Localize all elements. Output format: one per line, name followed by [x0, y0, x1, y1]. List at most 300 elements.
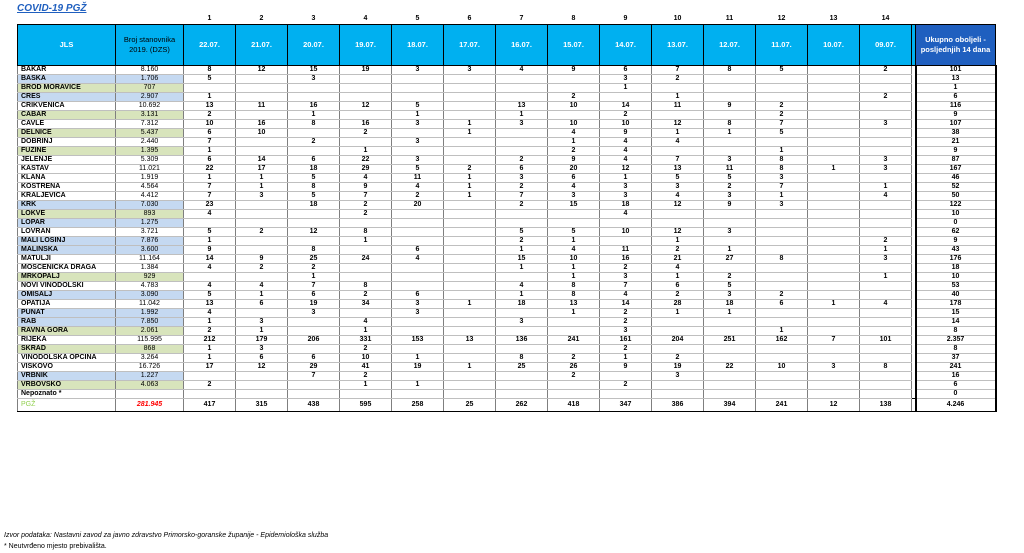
daily-cases: 4	[860, 192, 912, 201]
daily-cases: 1	[652, 237, 704, 246]
daily-cases: 1	[184, 354, 236, 363]
total-cases: 9	[916, 147, 996, 156]
daily-cases	[444, 102, 496, 111]
daily-cases: 5	[756, 129, 808, 138]
population-value: 3.264	[116, 354, 184, 363]
daily-cases: 2	[860, 66, 912, 75]
table-row	[18, 156, 996, 165]
daily-cases: 3	[704, 156, 756, 165]
daily-cases: 15	[288, 66, 340, 75]
municipality-name: MATULJI	[18, 255, 116, 264]
total-cases: 46	[916, 174, 996, 183]
footnote: * Neutvrđeno mjesto prebivališta.	[4, 543, 107, 550]
daily-cases	[236, 237, 288, 246]
daily-cases: 2	[184, 327, 236, 336]
daily-cases	[236, 273, 288, 282]
daily-cases	[444, 327, 496, 336]
daily-cases	[860, 75, 912, 84]
daily-cases: 1	[392, 111, 444, 120]
daily-cases: 18	[288, 165, 340, 174]
total-cases: 87	[916, 156, 996, 165]
population-value: 4.063	[116, 381, 184, 390]
daily-cases: 3	[652, 372, 704, 381]
population-value: 1.395	[116, 147, 184, 156]
daily-cases: 23	[184, 201, 236, 210]
daily-cases: 162	[756, 336, 808, 345]
summary-daily: 138	[860, 399, 912, 412]
daily-cases	[652, 210, 704, 219]
daily-cases	[548, 345, 600, 354]
total-cases: 13	[916, 75, 996, 84]
daily-cases	[704, 84, 756, 93]
total-cases: 9	[916, 237, 996, 246]
table-row	[18, 84, 996, 93]
population-value: 115.995	[116, 336, 184, 345]
daily-cases	[496, 327, 548, 336]
daily-cases	[236, 147, 288, 156]
total-cases: 107	[916, 120, 996, 129]
daily-cases: 8	[288, 246, 340, 255]
daily-cases	[496, 372, 548, 381]
daily-cases: 4	[392, 183, 444, 192]
daily-cases: 11	[236, 102, 288, 111]
daily-cases: 4	[392, 255, 444, 264]
daily-cases: 7	[288, 282, 340, 291]
daily-cases	[548, 318, 600, 327]
daily-cases: 41	[340, 363, 392, 372]
daily-cases	[548, 381, 600, 390]
daily-cases	[808, 183, 860, 192]
daily-cases: 212	[184, 336, 236, 345]
daily-cases	[808, 156, 860, 165]
daily-cases: 10	[548, 102, 600, 111]
daily-cases: 8	[496, 354, 548, 363]
daily-cases	[288, 381, 340, 390]
daily-cases: 3	[860, 156, 912, 165]
daily-cases	[340, 309, 392, 318]
daily-cases	[548, 210, 600, 219]
daily-cases: 19	[340, 66, 392, 75]
daily-cases: 2	[340, 345, 392, 354]
daily-cases: 2	[340, 291, 392, 300]
daily-cases: 7	[340, 192, 392, 201]
daily-cases: 1	[496, 264, 548, 273]
daily-cases: 4	[184, 282, 236, 291]
daily-cases: 15	[548, 201, 600, 210]
header-date: 14.07.	[600, 25, 652, 66]
total-cases: 50	[916, 192, 996, 201]
daily-cases: 7	[184, 192, 236, 201]
daily-cases: 4	[184, 309, 236, 318]
day-number: 4	[363, 15, 368, 22]
table-row	[18, 381, 996, 390]
total-cases: 9	[916, 111, 996, 120]
daily-cases	[756, 246, 808, 255]
daily-cases: 2	[392, 192, 444, 201]
day-number: 5	[415, 15, 420, 22]
daily-cases: 5	[704, 282, 756, 291]
daily-cases	[860, 147, 912, 156]
daily-cases	[808, 264, 860, 273]
daily-cases	[860, 111, 912, 120]
daily-cases	[444, 246, 496, 255]
daily-cases	[236, 210, 288, 219]
daily-cases: 4	[340, 174, 392, 183]
daily-cases: 17	[236, 165, 288, 174]
daily-cases	[444, 318, 496, 327]
daily-cases	[756, 75, 808, 84]
population-value: 8.160	[116, 66, 184, 75]
daily-cases	[444, 381, 496, 390]
total-cases: 18	[916, 264, 996, 273]
daily-cases	[392, 390, 444, 399]
daily-cases: 7	[496, 192, 548, 201]
population-value: 1.227	[116, 372, 184, 381]
daily-cases	[808, 93, 860, 102]
table-row	[18, 183, 996, 192]
daily-cases	[704, 75, 756, 84]
day-number: 12	[777, 15, 786, 22]
daily-cases: 5	[392, 165, 444, 174]
daily-cases: 1	[756, 147, 808, 156]
table-row	[18, 138, 996, 147]
table-row	[18, 345, 996, 354]
daily-cases	[756, 372, 808, 381]
municipality-name: MALINSKA	[18, 246, 116, 255]
table-row	[18, 102, 996, 111]
daily-cases	[496, 345, 548, 354]
total-cases: 178	[916, 300, 996, 309]
daily-cases: 13	[652, 165, 704, 174]
summary-daily: 258	[392, 399, 444, 412]
daily-cases: 2	[600, 345, 652, 354]
header-date: 09.07.	[860, 25, 912, 66]
daily-cases	[808, 120, 860, 129]
daily-cases: 1	[184, 345, 236, 354]
daily-cases: 4	[600, 291, 652, 300]
daily-cases: 1	[288, 273, 340, 282]
daily-cases: 8	[288, 183, 340, 192]
daily-cases	[340, 111, 392, 120]
daily-cases: 10	[236, 129, 288, 138]
daily-cases	[288, 210, 340, 219]
daily-cases: 5	[184, 291, 236, 300]
total-cases: 53	[916, 282, 996, 291]
daily-cases	[808, 66, 860, 75]
daily-cases	[236, 138, 288, 147]
daily-cases	[496, 138, 548, 147]
total-cases: 122	[916, 201, 996, 210]
daily-cases: 1	[288, 111, 340, 120]
daily-cases: 7	[184, 138, 236, 147]
daily-cases: 8	[704, 66, 756, 75]
daily-cases	[860, 318, 912, 327]
daily-cases	[496, 147, 548, 156]
summary-daily: 241	[756, 399, 808, 412]
daily-cases: 19	[288, 300, 340, 309]
daily-cases	[392, 345, 444, 354]
daily-cases: 8	[340, 282, 392, 291]
municipality-name: DELNICE	[18, 129, 116, 138]
daily-cases: 2	[652, 246, 704, 255]
daily-cases	[704, 219, 756, 228]
day-number-row	[18, 14, 996, 25]
daily-cases	[444, 291, 496, 300]
daily-cases	[704, 381, 756, 390]
daily-cases: 6	[288, 291, 340, 300]
daily-cases: 1	[392, 354, 444, 363]
daily-cases: 2	[444, 165, 496, 174]
daily-cases	[236, 390, 288, 399]
daily-cases: 3	[392, 66, 444, 75]
daily-cases: 3	[600, 183, 652, 192]
daily-cases: 1	[600, 84, 652, 93]
municipality-name: BAŠKA	[18, 75, 116, 84]
daily-cases: 1	[652, 93, 704, 102]
daily-cases: 3	[548, 192, 600, 201]
total-cases: 40	[916, 291, 996, 300]
daily-cases	[704, 318, 756, 327]
daily-cases: 11	[704, 165, 756, 174]
daily-cases	[860, 372, 912, 381]
daily-cases: 2	[600, 381, 652, 390]
municipality-name: NOVI VINODOLSKI	[18, 282, 116, 291]
daily-cases	[860, 102, 912, 111]
daily-cases	[340, 219, 392, 228]
total-cases: 10	[916, 273, 996, 282]
covid-table-wrapper	[17, 14, 997, 412]
daily-cases: 10	[600, 228, 652, 237]
summary-daily: 394	[704, 399, 756, 412]
daily-cases: 2	[600, 318, 652, 327]
daily-cases: 22	[704, 363, 756, 372]
daily-cases	[756, 228, 808, 237]
daily-cases: 1	[236, 183, 288, 192]
daily-cases: 3	[392, 120, 444, 129]
daily-cases	[652, 381, 704, 390]
daily-cases	[860, 381, 912, 390]
daily-cases	[496, 75, 548, 84]
daily-cases: 8	[860, 363, 912, 372]
daily-cases	[392, 84, 444, 93]
daily-cases: 179	[236, 336, 288, 345]
municipality-name: VRBOVSKO	[18, 381, 116, 390]
daily-cases: 20	[392, 201, 444, 210]
daily-cases	[392, 228, 444, 237]
daily-cases: 22	[184, 165, 236, 174]
daily-cases: 7	[288, 372, 340, 381]
municipality-name: BAKAR	[18, 66, 116, 75]
header-date: 10.07.	[808, 25, 860, 66]
table-row	[18, 210, 996, 219]
daily-cases: 1	[860, 273, 912, 282]
daily-cases: 251	[704, 336, 756, 345]
daily-cases: 1	[340, 327, 392, 336]
table-row	[18, 192, 996, 201]
population-value: 893	[116, 210, 184, 219]
daily-cases: 16	[600, 255, 652, 264]
total-cases: 8	[916, 327, 996, 336]
population-value: 4.412	[116, 192, 184, 201]
total-cases: 43	[916, 246, 996, 255]
daily-cases: 19	[392, 363, 444, 372]
daily-cases	[444, 390, 496, 399]
daily-cases: 1	[184, 237, 236, 246]
municipality-name: ČABAR	[18, 111, 116, 120]
header-date: 18.07.	[392, 25, 444, 66]
summary-row	[18, 399, 996, 412]
daily-cases	[860, 282, 912, 291]
daily-cases	[392, 93, 444, 102]
daily-cases	[756, 237, 808, 246]
daily-cases: 18	[288, 201, 340, 210]
daily-cases	[184, 390, 236, 399]
municipality-name: DOBRINJ	[18, 138, 116, 147]
daily-cases: 8	[704, 120, 756, 129]
daily-cases	[652, 147, 704, 156]
municipality-name: KASTAV	[18, 165, 116, 174]
municipality-name: KRK	[18, 201, 116, 210]
daily-cases	[236, 201, 288, 210]
daily-cases	[756, 84, 808, 93]
table-row	[18, 318, 996, 327]
daily-cases: 5	[652, 174, 704, 183]
municipality-name: MOŠĆENIČKA DRAGA	[18, 264, 116, 273]
daily-cases: 136	[496, 336, 548, 345]
daily-cases: 34	[340, 300, 392, 309]
daily-cases: 25	[288, 255, 340, 264]
daily-cases: 6	[652, 282, 704, 291]
municipality-name: RAB	[18, 318, 116, 327]
daily-cases	[444, 219, 496, 228]
daily-cases	[860, 201, 912, 210]
daily-cases	[652, 111, 704, 120]
daily-cases: 1	[184, 318, 236, 327]
daily-cases: 16	[340, 120, 392, 129]
daily-cases: 1	[704, 309, 756, 318]
daily-cases	[860, 84, 912, 93]
population-value: 1.384	[116, 264, 184, 273]
table-row	[18, 120, 996, 129]
day-number: 13	[829, 15, 838, 22]
daily-cases	[808, 237, 860, 246]
daily-cases	[548, 327, 600, 336]
daily-cases: 12	[340, 102, 392, 111]
daily-cases	[756, 309, 808, 318]
population-value: 868	[116, 345, 184, 354]
daily-cases: 6	[288, 354, 340, 363]
daily-cases: 153	[392, 336, 444, 345]
table-row	[18, 300, 996, 309]
daily-cases: 4	[548, 183, 600, 192]
daily-cases: 3	[704, 291, 756, 300]
table-row	[18, 246, 996, 255]
daily-cases: 12	[652, 120, 704, 129]
daily-cases	[288, 390, 340, 399]
daily-cases: 204	[652, 336, 704, 345]
daily-cases: 1	[548, 138, 600, 147]
day-number: 2	[259, 15, 264, 22]
daily-cases	[756, 210, 808, 219]
table-row	[18, 282, 996, 291]
daily-cases: 1	[704, 129, 756, 138]
daily-cases: 4	[548, 246, 600, 255]
header-total: Ukupno oboljeli - posljednjih 14 dana	[916, 25, 996, 66]
daily-cases: 7	[184, 183, 236, 192]
summary-daily: 25	[444, 399, 496, 412]
daily-cases	[340, 75, 392, 84]
daily-cases	[392, 75, 444, 84]
daily-cases	[548, 75, 600, 84]
population-value: 1.992	[116, 309, 184, 318]
table-row	[18, 390, 996, 399]
daily-cases: 4	[496, 66, 548, 75]
daily-cases: 1	[548, 237, 600, 246]
daily-cases	[548, 390, 600, 399]
municipality-name: PUNAT	[18, 309, 116, 318]
daily-cases	[392, 219, 444, 228]
municipality-name: VINODOLSKA OPĆINA	[18, 354, 116, 363]
daily-cases	[756, 345, 808, 354]
daily-cases: 1	[444, 183, 496, 192]
daily-cases	[288, 318, 340, 327]
daily-cases: 4	[236, 282, 288, 291]
total-cases: 116	[916, 102, 996, 111]
summary-daily: 315	[236, 399, 288, 412]
daily-cases: 6	[236, 354, 288, 363]
daily-cases: 2	[704, 273, 756, 282]
table-row	[18, 255, 996, 264]
daily-cases: 2	[288, 264, 340, 273]
daily-cases: 3	[860, 255, 912, 264]
daily-cases	[808, 345, 860, 354]
population-value: 2.440	[116, 138, 184, 147]
table-row	[18, 264, 996, 273]
daily-cases: 3	[600, 192, 652, 201]
daily-cases	[808, 318, 860, 327]
daily-cases: 13	[444, 336, 496, 345]
daily-cases: 2	[548, 354, 600, 363]
daily-cases	[808, 228, 860, 237]
daily-cases: 7	[600, 282, 652, 291]
daily-cases	[808, 390, 860, 399]
daily-cases	[808, 381, 860, 390]
summary-daily: 418	[548, 399, 600, 412]
daily-cases: 7	[756, 183, 808, 192]
daily-cases: 4	[652, 264, 704, 273]
day-number: 10	[673, 15, 682, 22]
daily-cases: 9	[600, 363, 652, 372]
daily-cases	[860, 129, 912, 138]
daily-cases: 9	[548, 156, 600, 165]
blank-cell	[18, 14, 116, 25]
daily-cases	[652, 345, 704, 354]
daily-cases	[756, 318, 808, 327]
daily-cases	[808, 282, 860, 291]
table-row	[18, 372, 996, 381]
daily-cases: 8	[548, 282, 600, 291]
daily-cases: 10	[548, 120, 600, 129]
daily-cases: 3	[288, 75, 340, 84]
daily-cases: 1	[704, 246, 756, 255]
daily-cases: 13	[548, 300, 600, 309]
daily-cases: 3	[392, 138, 444, 147]
daily-cases	[808, 327, 860, 336]
daily-cases: 2	[704, 183, 756, 192]
daily-cases: 3	[600, 273, 652, 282]
daily-cases	[548, 84, 600, 93]
municipality-name: MALI LOŠINJ	[18, 237, 116, 246]
